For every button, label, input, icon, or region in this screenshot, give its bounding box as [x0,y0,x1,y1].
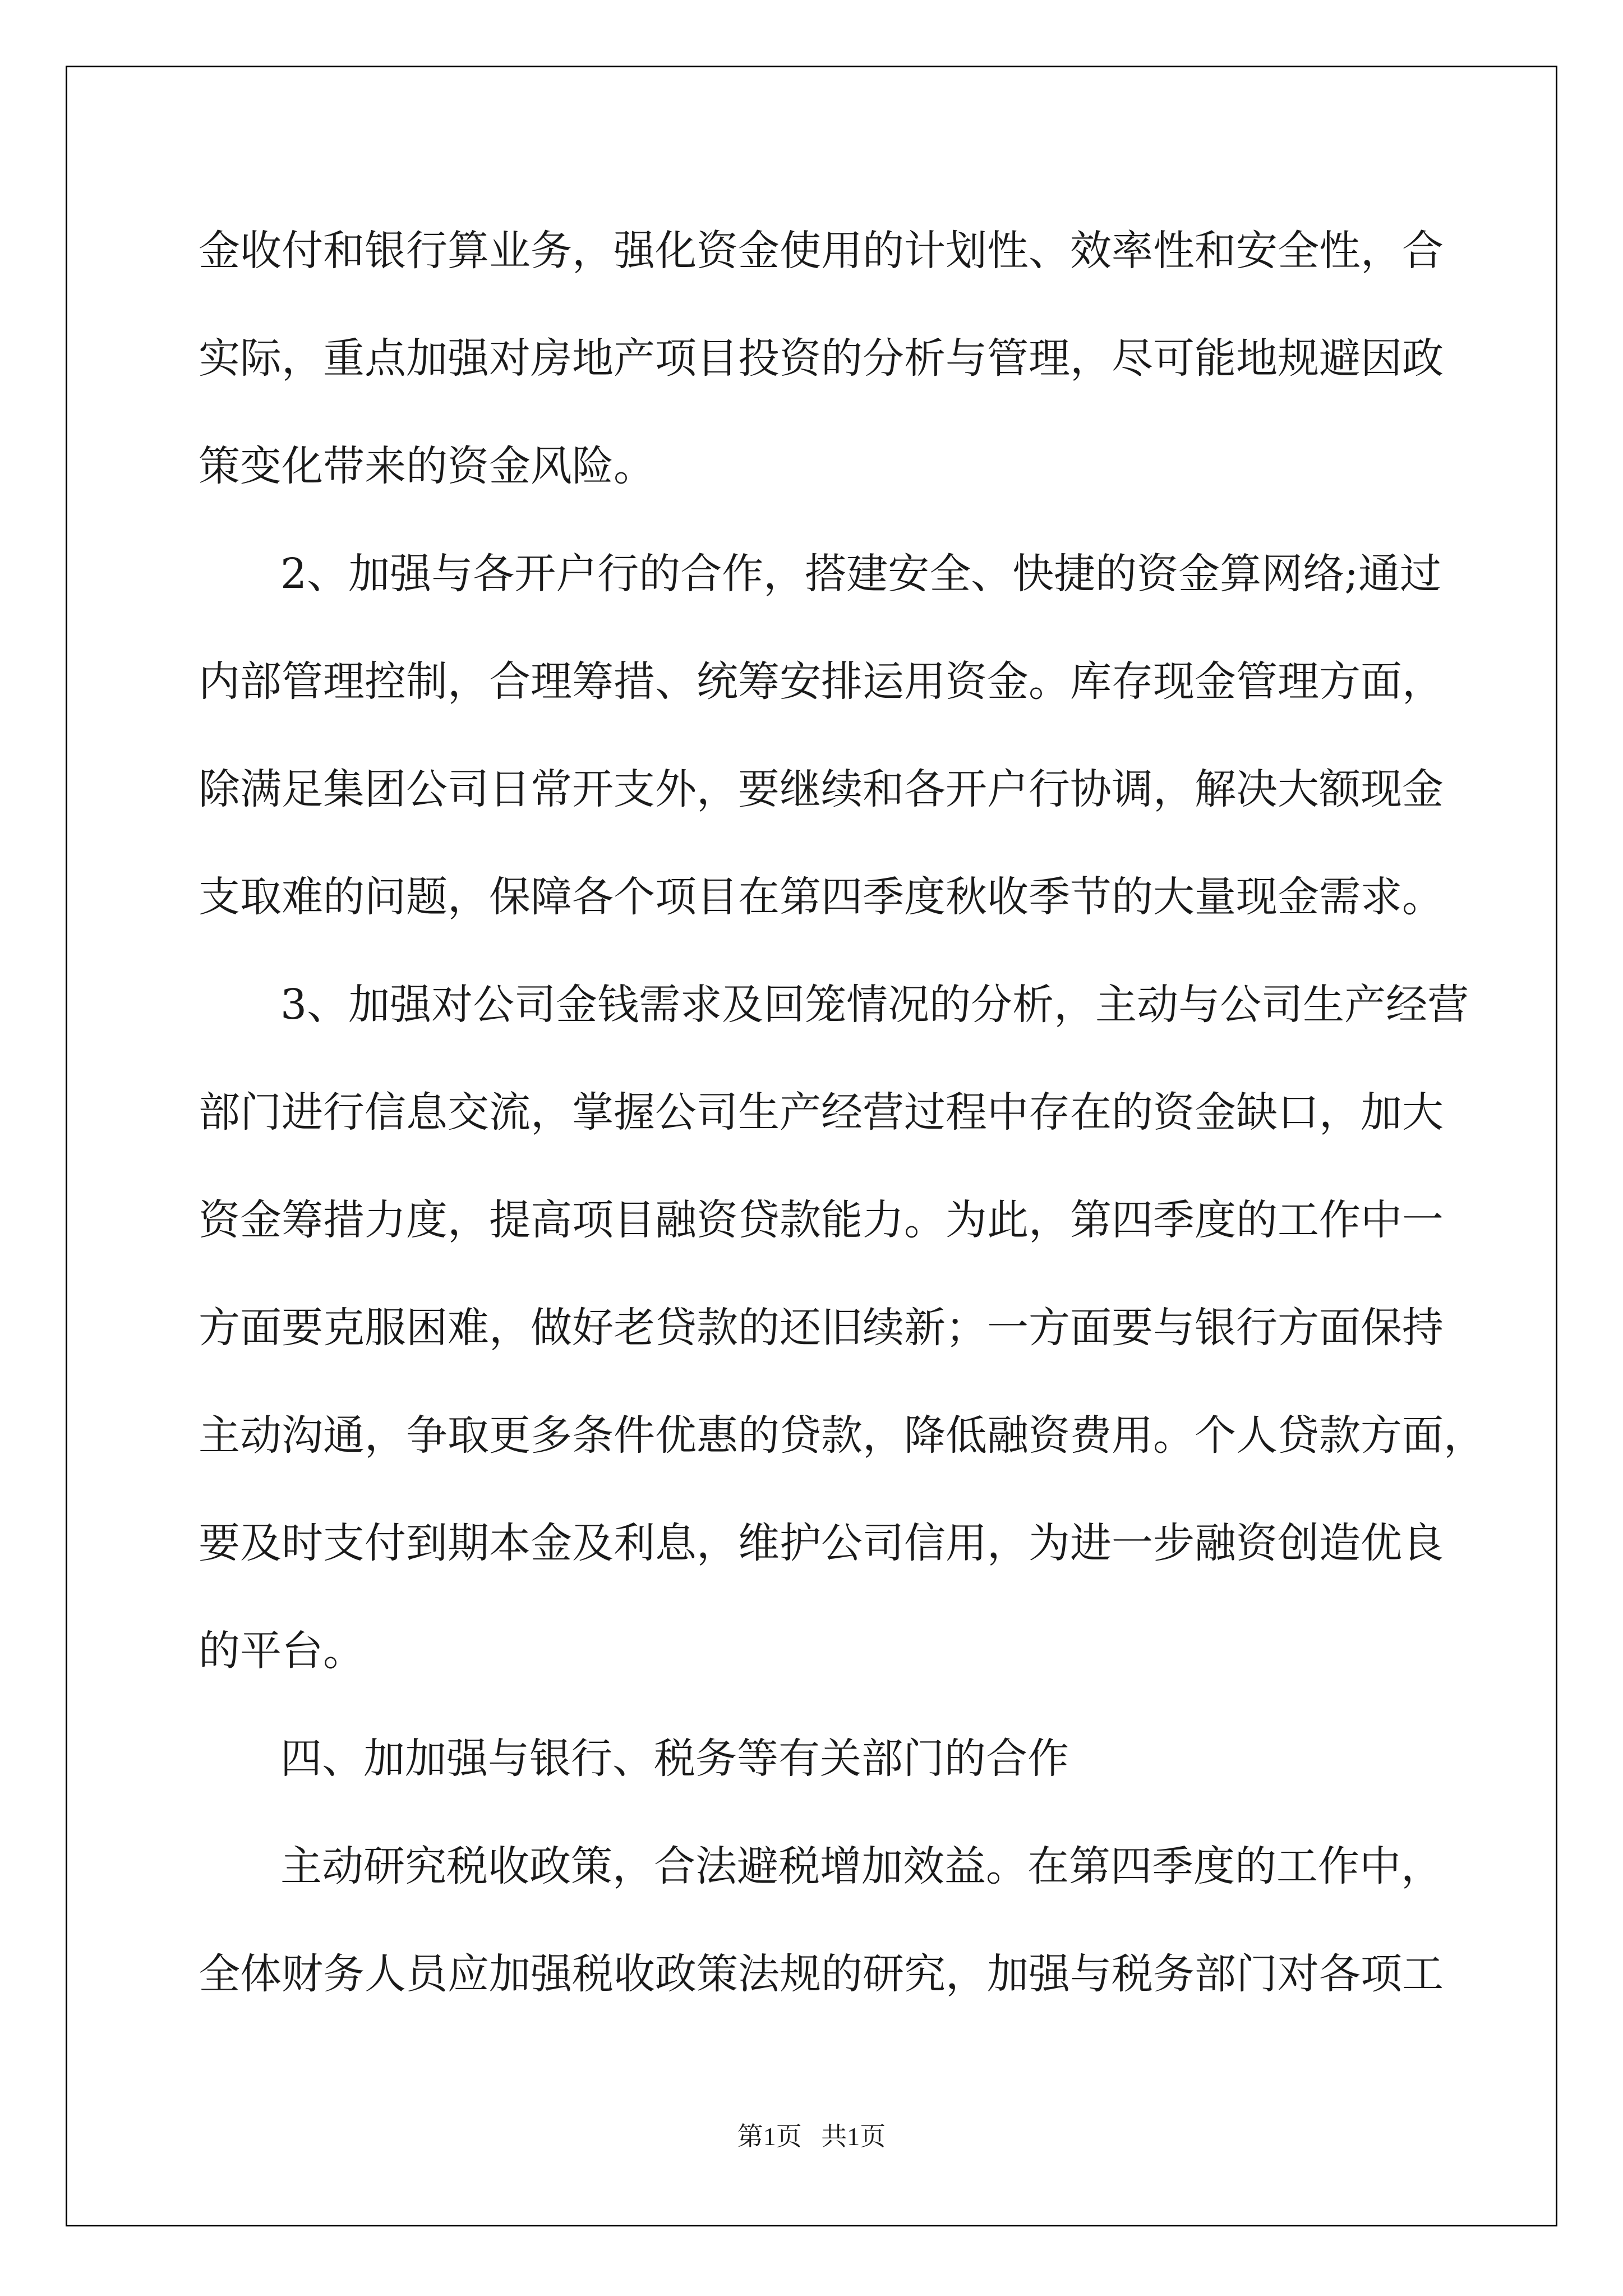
paragraph-line: 策变化带来的资金风险。 [199,442,655,490]
paragraph-line: 支取难的问题，保障各个项目在第四季度秋收季节的大量现金需求。 [199,873,1444,921]
paragraph-line: 全体财务人员应加强税收政策法规的研究，加强与税务部门对各项工 [199,1950,1444,1998]
paragraph-line: 的平台。 [199,1627,365,1675]
paragraph-line: 2、加强与各开户行的合作，搭建安全、快捷的资金算网络;通过 [280,550,1442,598]
paragraph-line: 3、加强对公司金钱需求及回笼情况的分析，主动与公司生产经营 [280,981,1469,1029]
paragraph-line: 方面要克服困难，做好老贷款的还旧续新；一方面要与银行方面保持 [199,1304,1444,1352]
paragraph-line: 主动研究税收政策，合法避税增加效益。在第四季度的工作中， [280,1842,1442,1890]
page-border [66,66,1557,2226]
section-heading: 四、加加强与银行、税务等有关部门的合作 [280,1734,1069,1783]
paragraph-line: 主动沟通，争取更多条件优惠的贷款，降低融资费用。个人贷款方面， [199,1411,1485,1460]
page-footer: 第1页 共1页 [737,2122,886,2151]
paragraph-line: 要及时支付到期本金及利息，维护公司信用，为进一步融资创造优良 [199,1519,1444,1567]
paragraph-line: 部门进行信息交流，掌握公司生产经营过程中存在的资金缺口，加大 [199,1088,1444,1137]
paragraph-line: 金收付和银行算业务，强化资金使用的计划性、效率性和安全性，合 [199,227,1444,275]
paragraph-line: 资金筹措力度，提高项目融资贷款能力。为此，第四季度的工作中一 [199,1196,1444,1244]
paragraph-line: 内部管理控制，合理筹措、统筹安排运用资金。库存现金管理方面， [199,657,1444,706]
paragraph-line: 除满足集团公司日常开支外，要继续和各开户行协调，解决大额现金 [199,765,1444,813]
paragraph-line: 实际，重点加强对房地产项目投资的分析与管理，尽可能地规避因政 [199,334,1444,383]
